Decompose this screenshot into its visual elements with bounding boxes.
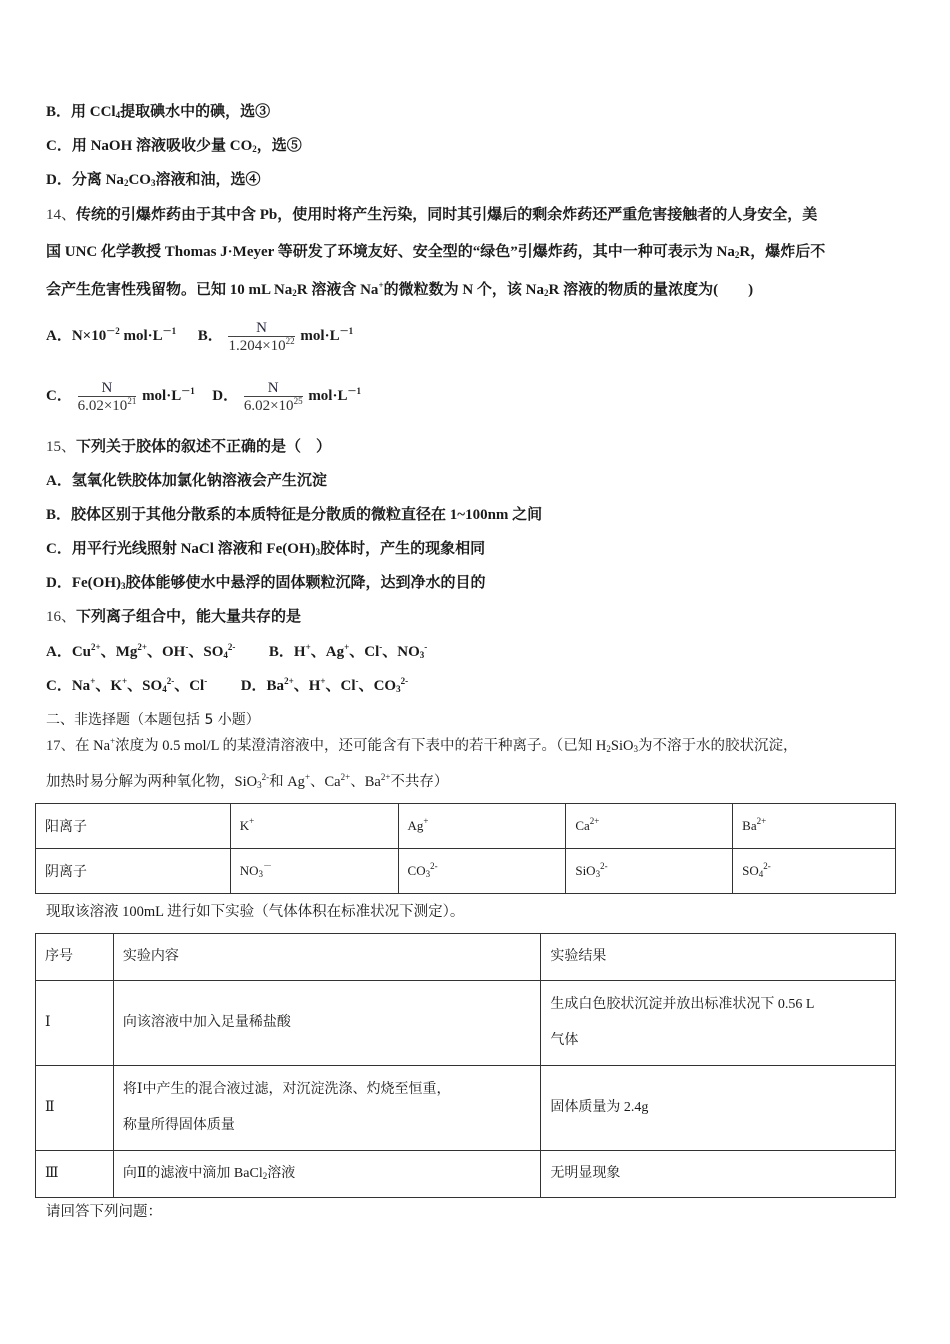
ion: K+ [239, 816, 255, 833]
ion: Ag+ [407, 816, 429, 833]
ion: Cl- [340, 676, 359, 694]
table-row [36, 1066, 896, 1151]
ion: $SO_4^{2-}$ [203, 642, 236, 660]
experiment-result: 固体质量为 2.4g [541, 1066, 896, 1151]
ion-cell [566, 849, 733, 894]
table-row [36, 981, 896, 1066]
q14-options-cd [46, 378, 361, 414]
ion: $Ca^{2+}$ [575, 816, 600, 833]
ion-cell [398, 804, 566, 849]
ion: $NO_3^-$ [239, 861, 273, 879]
ion-cell [230, 804, 398, 849]
q16-option-c: C．Na+、K+、$SO_4^{2-}$、Cl- [46, 676, 208, 694]
q14-stem-line1: 14、传统的引爆炸药由于其中含 Pb，使用时将产生污染，同时其引爆后的剩余炸药还严重危害接触者的人身安全，美 [46, 207, 818, 223]
closing-prompt: 请回答下列问题： [46, 1204, 162, 1220]
experiment-intro: 现取该溶液 100mL 进行如下实验（气体体积在标准状况下测定）。 [46, 904, 465, 920]
q14-option-c: C． $\frac{N}{6.02\times 10^{21}}$ $mol\cdot L^{-1}$ [46, 379, 195, 414]
table-row [36, 804, 896, 849]
ion-cell [566, 804, 733, 849]
ion: $SO_4^{2-}$ [142, 676, 175, 694]
q13-option-c: C．用 NaOH 溶液吸收少量 $CO_2$，选⑤ [46, 138, 302, 154]
ion-cell [733, 849, 896, 894]
q15-option-d: D．$Fe(OH)_3$胶体能够使水中悬浮的固体颗粒沉降，达到净水的目的 [46, 575, 486, 591]
row-id: Ⅰ [36, 981, 114, 1066]
row-id: Ⅲ [36, 1151, 114, 1198]
ion: Cl- [189, 676, 208, 694]
ion: $SO_4^{2-}$ [742, 861, 771, 879]
q13-option-d: D．分离 $Na_2CO_3$溶液和油，选④ [46, 172, 261, 188]
ion-table [35, 803, 896, 894]
q15-option-a: A．氢氧化铁胶体加氯化钠溶液会产生沉淀 [46, 473, 327, 489]
q16-option-a: A．$Cu^{2+}$、$Mg^{2+}$、OH-、$SO_4^{2-}$ [46, 642, 236, 660]
column-header: 实验结果 [541, 934, 896, 981]
q13-option-b: B．用 CCl$_4$提取碘水中的碘，选③ [46, 104, 271, 120]
table-header-row [36, 934, 896, 981]
experiment-content: 向Ⅱ的滤液中滴加 BaCl$_2$溶液 [113, 1151, 540, 1198]
ion: H+ [293, 642, 311, 660]
ion: OH- [162, 642, 189, 660]
q17-stem-line2: 加热时易分解为两种氧化物，SiO$_3^{2-}$和 Ag+、$Ca^{2+}$、$Ba^{2+}$不共存） [46, 772, 449, 790]
experiment-content: 向该溶液中加入足量稀盐酸 [113, 981, 540, 1066]
ion: K+ [110, 676, 128, 694]
ion: $Ba^{2+}$ [742, 816, 767, 833]
column-header: 实验内容 [113, 934, 540, 981]
experiment-result: 生成白色胶状沉淀并放出标准状况下 0.56 L 气体 [541, 981, 896, 1066]
q15-option-c: C．用平行光线照射 NaCl 溶液和 $Fe(OH)_3$胶体时，产生的现象相同 [46, 541, 486, 557]
q16-option-d: D．$Ba^{2+}$、H+、Cl-、$CO_3^{2-}$ [240, 676, 409, 694]
ion: $CO_3^{2-}$ [407, 861, 438, 879]
ion: Cl- [364, 642, 383, 660]
row-header: 阳离子 [36, 804, 231, 849]
experiment-table [35, 933, 896, 1198]
ion: Na+ [71, 676, 96, 694]
ion: $CO_3^{2-}$ [373, 676, 409, 694]
column-header: 序号 [36, 934, 114, 981]
q15-stem: 15、下列关于胶体的叙述不正确的是（ ） [46, 439, 332, 455]
ion-cell [230, 849, 398, 894]
q17-stem-line1: 17、在 Na+浓度为 0.5 mol/L 的某澄清溶液中，还可能含有下表中的若干种离子。（已知 $H_2SiO_3$为不溶于水的胶状沉淀， [46, 736, 798, 754]
q16-options-ab [46, 642, 427, 662]
q14-option-a: A．$N\times 10^{-2}$ $mol\cdot L^{-1}$ [46, 326, 177, 344]
fraction: $\frac{N}{1.204\times 10^{22}}$ [228, 319, 295, 354]
fraction: $\frac{N}{6.02\times 10^{21}}$ [77, 379, 137, 414]
q16-options-cd [46, 676, 408, 696]
q14-stem-line3: 会产生危害性残留物。已知 10 mL $Na_2R$ 溶液含 Na+的微粒数为 N 个，该 $Na_2R$ 溶液的物质的量浓度为( ) [46, 280, 754, 298]
q14-stem-line2: 国 UNC 化学教授 Thomas J·Meyer 等研发了环境友好、安全型的“绿色”引爆炸药，其中一种可表示为 $Na_2R$，爆炸后不 [46, 244, 826, 260]
q14-options-ab [46, 318, 353, 354]
ion: $Ba^{2+}$ [266, 676, 294, 694]
ion: $Mg^{2+}$ [115, 642, 147, 660]
q16-option-b: B．H+、Ag+、Cl-、$NO_3^-$ [268, 642, 428, 660]
q14-option-d: D． $\frac{N}{6.02\times 10^{25}}$ $mol\cdot L^{-1}$ [212, 379, 361, 414]
section-title: 二、非选择题（本题包括 5 小题） [46, 712, 260, 728]
ion: $NO_3^-$ [397, 642, 428, 660]
ion: Ag+ [325, 642, 350, 660]
ion-cell [398, 849, 566, 894]
q15-option-b: B．胶体区别于其他分散系的本质特征是分散质的微粒直径在 1~100nm 之间 [46, 507, 543, 523]
ion: SiO$_3^{2-}$ [575, 861, 608, 879]
experiment-content: 将Ⅰ中产生的混合液过滤，对沉淀洗涤、灼烧至恒重， 称量所得固体质量 [113, 1066, 540, 1151]
experiment-result: 无明显现象 [541, 1151, 896, 1198]
ion: H+ [308, 676, 326, 694]
table-row [36, 849, 896, 894]
table-row [36, 1151, 896, 1198]
q16-stem: 16、下列离子组合中，能大量共存的是 [46, 609, 302, 625]
fraction: $\frac{N}{6.02\times 10^{25}}$ [243, 379, 303, 414]
ion: $Cu^{2+}$ [71, 642, 101, 660]
row-id: Ⅱ [36, 1066, 114, 1151]
q14-option-b: B． $\frac{N}{1.204\times 10^{22}}$ $mol\cdot L^{-1}$ [197, 319, 354, 354]
row-header: 阴离子 [36, 849, 231, 894]
ion-cell [733, 804, 896, 849]
